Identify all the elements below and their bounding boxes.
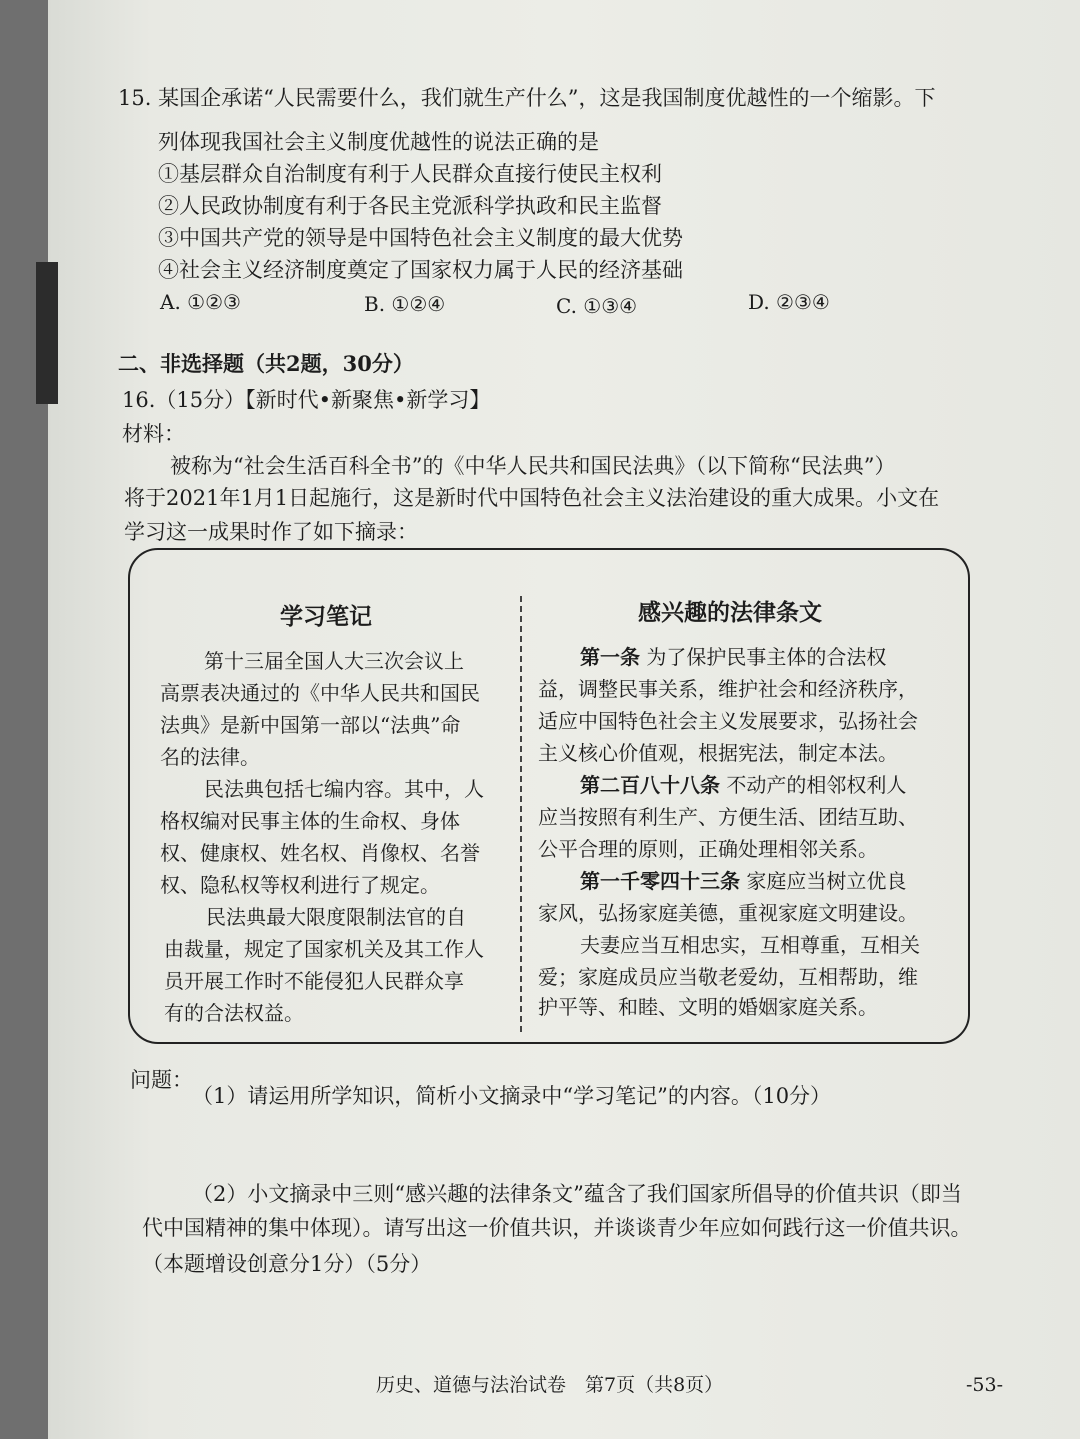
article-line — [538, 802, 918, 832]
note-line: 由裁量，规定了国家机关及其工作人 — [164, 937, 484, 961]
material-intro-line3: 学习这一成果时作了如下摘录： — [124, 520, 418, 544]
q15-item-4: ④社会主义经济制度奠定了国家权力属于人民的经济基础 — [158, 258, 683, 282]
material-label: 材料： — [122, 422, 185, 446]
note-line: 有的合法权益。 — [164, 1001, 304, 1025]
article-text: 护平等、和睦、文明的婚姻家庭关系。 — [538, 995, 878, 1019]
article-text: 夫妻应当互相忠实，互相尊重，互相关 — [580, 933, 920, 957]
article-number: 第一条 — [580, 645, 640, 669]
article-text: 为了保护民事主体的合法权 — [640, 645, 887, 669]
note-line: 名的法律。 — [160, 745, 260, 769]
article-text: 适应中国特色社会主义发展要求，弘扬社会 — [538, 709, 918, 733]
q15-option-b: B. ①②④ — [364, 292, 446, 316]
page-footer: 历史、道德与法治试卷 第7页（共8页） — [376, 1374, 724, 1396]
q15-option-a: A. ①②③ — [160, 290, 241, 314]
law-articles-title: 感兴趣的法律条文 — [638, 600, 822, 626]
q15-item-2: ②人民政协制度有利于各民主党派科学执政和民主监督 — [158, 194, 662, 218]
note-line: 权、健康权、姓名权、肖像权、名誉 — [160, 841, 480, 865]
article-text: 益，调整民事关系，维护社会和经济秩序， — [538, 677, 918, 701]
article-number: 第二百八十八条 — [580, 773, 720, 797]
article-text: 家庭应当树立优良 — [740, 869, 907, 893]
question-2-line1: （2）小文摘录中三则“感兴趣的法律条文”蕴含了我们国家所倡导的价值共识（即当 — [192, 1182, 962, 1206]
note-line: 格权编对民事主体的生命权、身体 — [160, 809, 460, 833]
note-line: 民法典包括七编内容。其中，人 — [204, 777, 484, 801]
note-line: 第十三届全国人大三次会议上 — [204, 649, 464, 673]
q15-option-c: C. ①③④ — [556, 294, 638, 318]
article-line — [538, 674, 918, 704]
material-intro-line1: 被称为“社会生活百科全书”的《中华人民共和国民法典》（以下简称“民法典”） — [170, 454, 896, 478]
binding-tab — [36, 262, 58, 404]
article-line — [538, 834, 878, 864]
article-line — [538, 738, 898, 768]
q15-stem-line2: 列体现我国社会主义制度优越性的说法正确的是 — [158, 130, 599, 154]
question-1: （1）请运用所学知识，简析小文摘录中“学习笔记”的内容。（10分） — [192, 1084, 832, 1108]
q15-option-d: D. ②③④ — [748, 290, 830, 314]
article-text: 公平合理的原则，正确处理相邻关系。 — [538, 837, 878, 861]
note-line: 法典》是新中国第一部以“法典”命 — [160, 713, 461, 737]
section-heading: 二、非选择题（共2题，30分） — [118, 351, 414, 376]
questions-label: 问题： — [130, 1068, 193, 1092]
q15-item-3: ③中国共产党的领导是中国特色社会主义制度的最大优势 — [158, 226, 683, 250]
article-text: 应当按照有利生产、方便生活、团结互助、 — [538, 805, 918, 829]
article-line — [538, 962, 918, 992]
material-intro-line2: 将于2021年1月1日起施行，这是新时代中国特色社会主义法治建设的重大成果。小文在 — [124, 486, 940, 510]
article-line — [538, 898, 918, 928]
q16-label: 16.（15分）【新时代•新聚焦•新学习】 — [122, 388, 491, 412]
article-line — [580, 642, 886, 672]
article-text: 家风，弘扬家庭美德，重视家庭文明建设。 — [538, 901, 918, 925]
note-line: 高票表决通过的《中华人民共和国民 — [160, 681, 480, 705]
article-line — [538, 992, 878, 1022]
article-text: 主义核心价值观，根据宪法，制定本法。 — [538, 741, 898, 765]
question-2-line3: （本题增设创意分1分）（5分） — [142, 1252, 432, 1276]
article-line — [538, 706, 918, 736]
note-line: 员开展工作时不能侵犯人民群众享 — [164, 969, 464, 993]
question-2-line2: 代中国精神的集中体现）。请写出这一价值共识，并谈谈青少年应如何践行这一价值共识。 — [142, 1216, 972, 1240]
note-line: 民法典最大限度限制法官的自 — [206, 905, 466, 929]
page-number: -53- — [966, 1374, 1004, 1396]
q15-stem-line1: 15. 某国企承诺“人民需要什么，我们就生产什么”，这是我国制度优越性的一个缩影。下 — [118, 86, 936, 110]
q15-item-1: ①基层群众自治制度有利于人民群众直接行使民主权利 — [158, 162, 662, 186]
article-number: 第一千零四十三条 — [580, 869, 740, 893]
article-line — [580, 770, 906, 800]
article-text: 爱；家庭成员应当敬老爱幼，互相帮助，维 — [538, 965, 918, 989]
article-line — [580, 866, 906, 896]
excerpt-divider — [520, 596, 522, 1032]
article-line — [580, 930, 920, 960]
article-text: 不动产的相邻权利人 — [720, 773, 907, 797]
note-line: 权、隐私权等权利进行了规定。 — [160, 873, 440, 897]
study-notes-title: 学习笔记 — [280, 604, 372, 630]
